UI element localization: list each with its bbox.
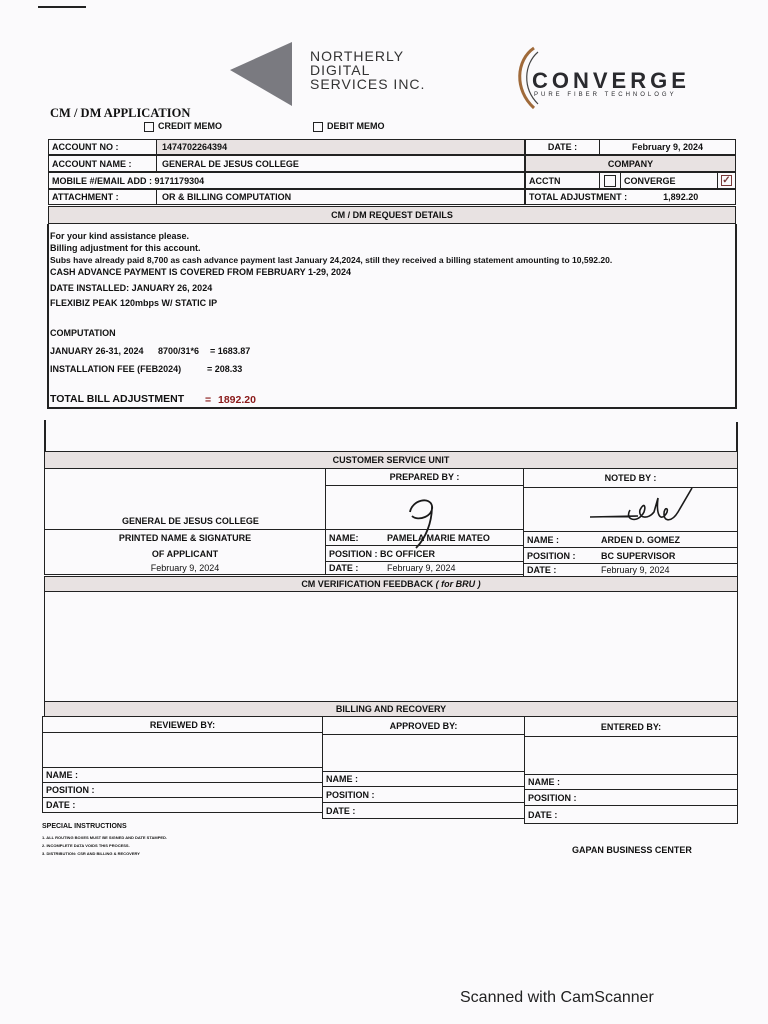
details-line1: For your kind assistance please. [50,231,190,241]
noted-date-row [523,563,738,577]
company-label: COMPANY [525,155,736,172]
pen-stroke [38,6,86,8]
instruction-2: 2. INCOMPLETE DATA VOIDS THIS PROCESS. [42,843,130,848]
prep-name-row [325,529,524,546]
comp1-value: = 1683.87 [210,346,251,356]
date-value: February 9, 2024 [599,139,736,155]
details-line4: CASH ADVANCE PAYMENT IS COVERED FROM FEBRUARY 1-29, 2024 [50,267,352,277]
prep-date-value: February 9, 2024 [387,563,456,573]
billing-recovery-header: BILLING AND RECOVERY [44,701,738,717]
entered-position-row[interactable]: POSITION : [524,789,738,806]
comp1-formula: 8700/31*6 [158,346,200,356]
of-applicant-label: OF APPLICANT [44,545,326,562]
converge-option-label: CONVERGE [620,172,718,189]
reviewed-date-row[interactable]: DATE : [42,797,323,813]
credit-memo-checkbox[interactable] [144,122,154,132]
comp1-label: JANUARY 26-31, 2024 [50,346,144,356]
attachment-value: OR & BILLING COMPUTATION [156,189,525,205]
details-line3: Subs have already paid 8,700 as cash advance payment last January 24,2024, still they received a billing statement amounting to 10,592.20. [50,255,613,265]
approved-position-row[interactable]: POSITION : [322,786,525,803]
mobile-value: 9171179304 [154,175,205,186]
converge-tagline: PURE FIBER TECHNOLOGY [534,92,677,98]
business-center: GAPAN BUSINESS CENTER [572,845,692,855]
noted-position-row [523,547,738,564]
company-name-line1: NORTHERLY [310,48,405,64]
mobile-email-field [48,172,525,189]
total-adjustment-label: TOTAL ADJUSTMENT : [529,192,628,202]
camscanner-watermark: Scanned with CamScanner [460,989,654,1006]
reviewed-name-row[interactable]: NAME : [42,767,323,783]
debit-memo-option[interactable] [313,121,385,132]
csu-header: CUSTOMER SERVICE UNIT [44,451,738,469]
gap-left-border [44,420,46,452]
prep-name-value: PAMELA MARIE MATEO [387,532,490,543]
comp2-label: INSTALLATION FEE (FEB2024) [50,364,182,374]
printed-name-label: PRINTED NAME & SIGNATURE [44,529,326,546]
verification-title: CM VERIFICATION FEEDBACK [301,579,434,589]
account-no-label: ACCOUNT NO : [48,139,157,155]
details-line2: Billing adjustment for this account. [50,243,201,253]
converge-logo: CONVERGE [532,68,690,93]
details-right-border [735,224,737,408]
entered-name-row[interactable]: NAME : [524,774,738,790]
approved-name-row[interactable]: NAME : [322,771,525,787]
company-name-line3: SERVICES INC. [310,76,426,92]
reviewed-by-label: REVIEWED BY: [42,716,323,733]
noted-position-value: BC SUPERVISOR [601,550,676,561]
attachment-label: ATTACHMENT : [48,189,157,205]
total-adjustment-value: 1,892.20 [663,192,699,202]
noted-position-label: POSITION : [527,550,576,561]
instruction-3: 3. DISTRIBUTION: CSR AND BILLING & RECOVERY [42,851,140,856]
mobile-label: MOBILE #/EMAIL ADD : [52,175,153,186]
credit-memo-label: CREDIT MEMO [158,121,222,131]
date-label-text: DATE : [547,142,578,152]
noted-by-label: NOTED BY : [523,468,738,488]
prep-position-row [325,545,524,562]
prepared-by-label: PREPARED BY : [325,468,524,486]
total-bill-adjustment-label: TOTAL BILL ADJUSTMENT [50,393,185,405]
special-instructions-title: SPECIAL INSTRUCTIONS [42,823,127,830]
debit-memo-label: DEBIT MEMO [327,121,385,131]
account-name-value: GENERAL DE JESUS COLLEGE [156,155,525,172]
details-left-border [47,224,49,408]
company-name-line2: DIGITAL [310,62,371,78]
total-adjustment-field [525,189,736,205]
noted-date-value: February 9, 2024 [601,565,670,575]
details-line5: DATE INSTALLED: JANUARY 26, 2024 [50,283,213,293]
acctn-checkbox[interactable] [604,175,616,187]
prep-name-label: NAME: [329,532,359,543]
noted-date-label: DATE : [527,565,557,575]
noted-name-row [523,531,738,548]
form-title: CM / DM APPLICATION [50,106,191,120]
account-no-value: 1474702264394 [156,139,525,155]
triangle-logo-icon [226,40,298,110]
account-name-label: ACCOUNT NAME : [48,155,157,172]
verification-header [44,576,738,592]
prep-date-row [325,561,524,575]
comp2-value: = 208.33 [207,364,243,374]
verification-feedback-box[interactable] [44,591,738,702]
verification-for: ( for BRU ) [435,579,481,589]
total-bill-adjustment-value: 1892.20 [218,394,256,406]
applicant-date: February 9, 2024 [44,561,326,575]
noted-name-label: NAME : [527,534,559,545]
entered-date-row[interactable]: DATE : [524,805,738,824]
date-label [525,139,600,155]
acctn-checkbox-cell[interactable] [599,172,621,189]
reviewed-position-row[interactable]: POSITION : [42,782,323,798]
entered-by-label: ENTERED BY: [524,716,738,737]
total-bill-adjustment-eq: = [205,394,212,406]
prep-position-label: POSITION : [329,548,378,559]
debit-memo-checkbox[interactable] [313,122,323,132]
request-details-header: CM / DM REQUEST DETAILS [48,206,736,224]
instruction-1: 1. ALL ROUTING BOXES MUST BE SIGNED AND DATE STAMPED. [42,835,168,840]
approved-date-row[interactable]: DATE : [322,802,525,819]
credit-memo-option[interactable] [144,121,222,132]
gap-right-border [736,422,738,452]
approved-signature-box[interactable] [322,734,525,772]
details-line6: FLEXIBIZ PEAK 120mbps W/ STATIC IP [50,298,218,308]
prep-position-value: BC OFFICER [380,548,436,559]
converge-checkbox-cell[interactable] [717,172,736,189]
details-bottom-border [47,407,737,409]
approved-by-label: APPROVED BY: [322,716,525,735]
entered-signature-box[interactable] [524,736,738,775]
noted-signature [586,484,698,532]
noted-name-value: ARDEN D. GOMEZ [601,534,681,545]
computation-heading: COMPUTATION [50,328,116,338]
acctn-label: ACCTN [525,172,600,189]
checkmark-icon[interactable]: ✓ [722,175,731,186]
reviewed-signature-box[interactable] [42,732,323,768]
applicant-name: GENERAL DE JESUS COLLEGE [122,516,259,526]
prep-date-label: DATE : [329,563,359,573]
